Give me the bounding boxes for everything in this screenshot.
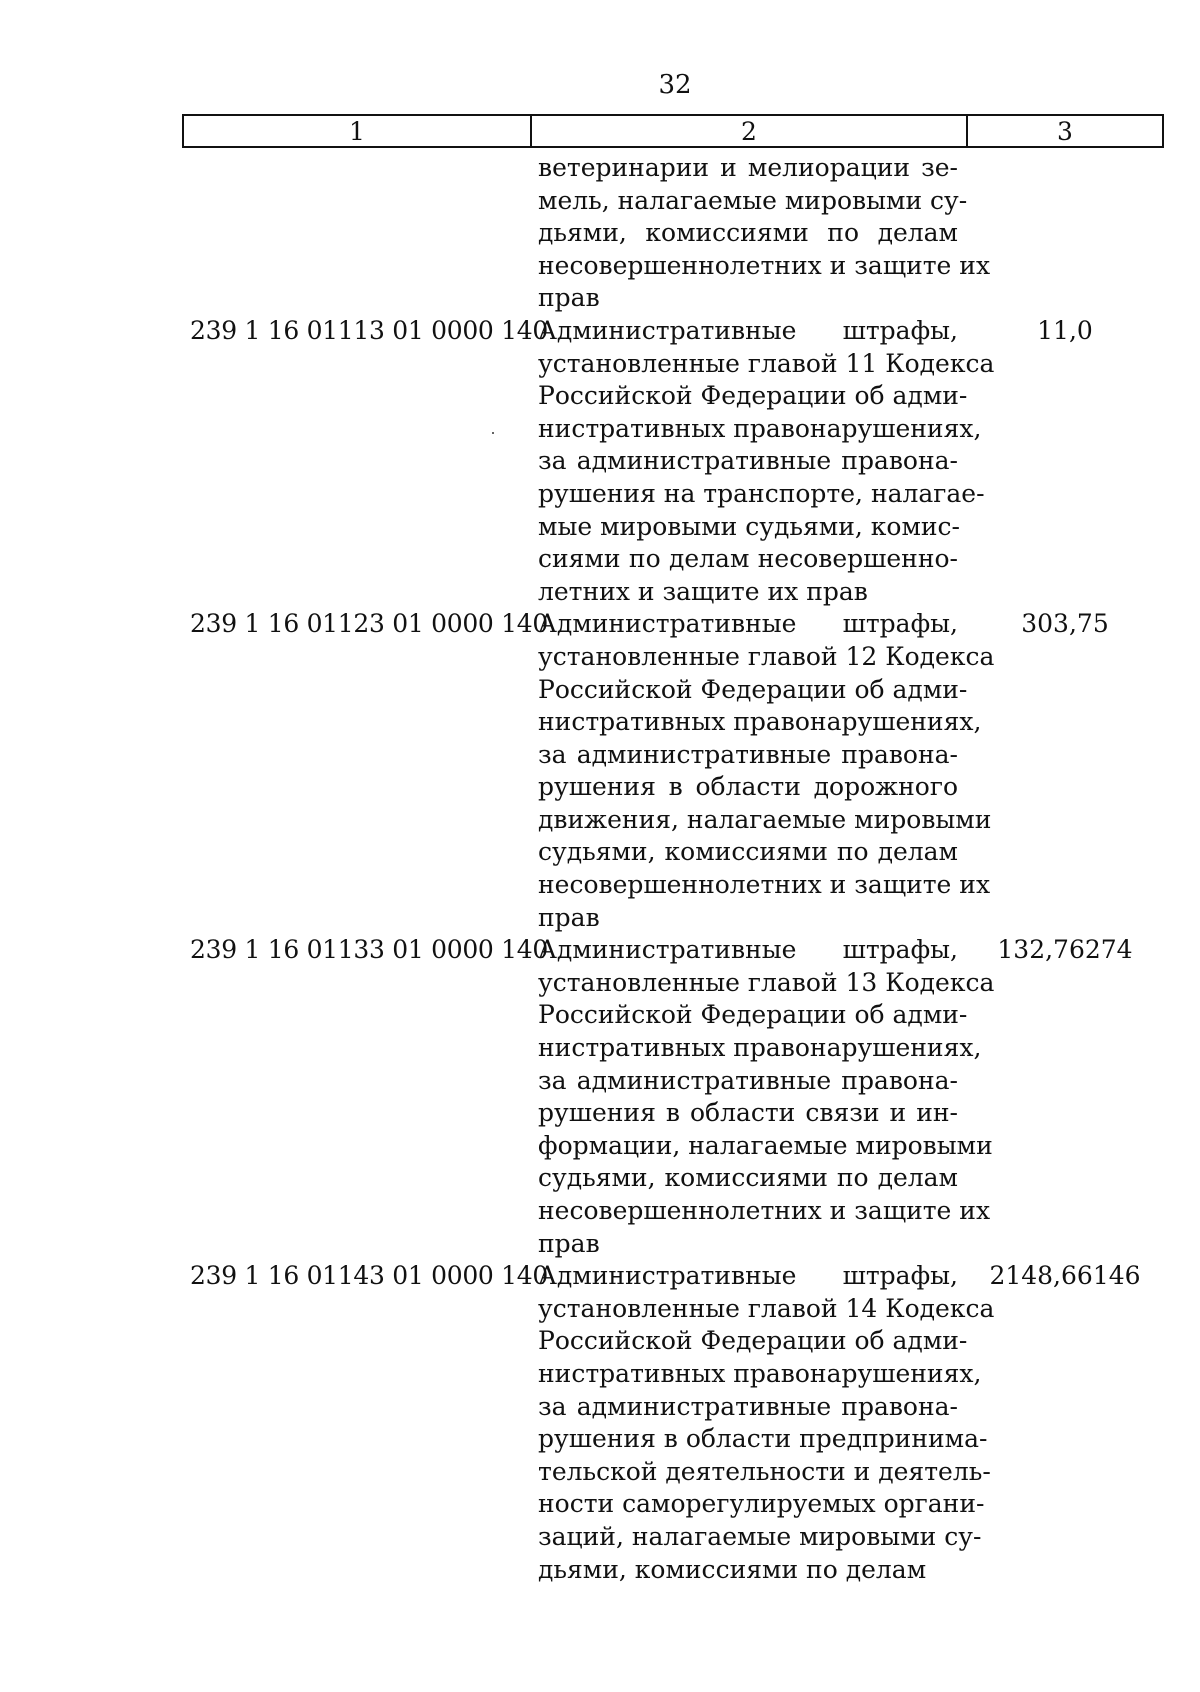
- revenue-description: [530, 315, 995, 608]
- page-number: 32: [658, 70, 692, 100]
- description-line: Российской Федерации об адми-: [538, 381, 968, 411]
- description-line: за административные правона-: [538, 1391, 958, 1421]
- description-line: установленные главой 13 Кодекса: [538, 967, 995, 997]
- description-line: нистративных правонарушениях,: [538, 413, 982, 443]
- description-line: Административные штрафы,: [538, 935, 958, 965]
- description-line: Российской Федерации об адми-: [538, 674, 968, 704]
- description-line: судьями, комиссиями по делам: [538, 837, 958, 867]
- description-line: несовершеннолетних и защите их: [538, 250, 991, 280]
- description-line: Административные штрафы,: [538, 315, 958, 345]
- table-header: [182, 114, 1164, 148]
- description-line: Административные штрафы,: [538, 609, 958, 639]
- description-line: прав: [538, 283, 600, 313]
- budget-code: 239 1 16 01143 01 0000 140: [190, 1261, 548, 1291]
- amount-value: 11,0: [1037, 315, 1093, 345]
- description-line: летних и защите их прав: [538, 576, 868, 606]
- revenue-description: [530, 608, 995, 934]
- budget-code: 239 1 16 01133 01 0000 140: [190, 935, 548, 965]
- description-line: нистративных правонарушениях,: [538, 1358, 982, 1388]
- description-line: заций, налагаемые мировыми су-: [538, 1521, 982, 1551]
- description-line: рушения на транспорте, налагае-: [538, 478, 985, 508]
- description-line: формации, налагаемые мировыми: [538, 1130, 993, 1160]
- revenue-description: [530, 152, 991, 315]
- description-line: нистративных правонарушениях,: [538, 707, 982, 737]
- description-line: Административные штрафы,: [538, 1261, 958, 1291]
- revenue-description: [530, 1260, 995, 1586]
- description-line: установленные главой 14 Кодекса: [538, 1293, 995, 1323]
- budget-code: 239 1 16 01113 01 0000 140: [190, 315, 548, 345]
- scan-speck: [492, 432, 494, 434]
- description-line: установленные главой 11 Кодекса: [538, 348, 995, 378]
- description-line: дьями, комиссиями по делам: [538, 218, 958, 248]
- description-line: рушения в области связи и ин-: [538, 1098, 958, 1128]
- table-row: [182, 608, 1164, 934]
- description-line: несовершеннолетних и защите их: [538, 870, 991, 900]
- description-line: за административные правона-: [538, 446, 958, 476]
- description-line: судьями, комиссиями по делам: [538, 1163, 958, 1193]
- description-line: нистративных правонарушениях,: [538, 1033, 982, 1063]
- amount-value: 303,75: [1021, 609, 1109, 639]
- description-line: несовершеннолетних и защите их: [538, 1196, 991, 1225]
- amount-value: 2148,66146: [989, 1261, 1141, 1291]
- description-line: установленные главой 12 Кодекса: [538, 641, 995, 671]
- description-line: ности саморегулируемых органи-: [538, 1489, 985, 1519]
- description-line: дьями, комиссиями по делам: [538, 1554, 927, 1584]
- description-line: рушения в области дорожного: [538, 772, 958, 802]
- amount-value: 132,76274: [997, 935, 1133, 965]
- description-line: Российской Федерации об адми-: [538, 1000, 968, 1030]
- description-line: прав: [538, 902, 600, 932]
- header-col-1: 1: [184, 116, 532, 146]
- revenue-description: [530, 934, 995, 1260]
- description-line: ветеринарии и мелиорации зе-: [538, 153, 958, 182]
- description-line: Российской Федерации об адми-: [538, 1326, 968, 1356]
- description-line: мель, налагаемые мировыми су-: [538, 185, 968, 215]
- table-row: [182, 934, 1164, 1260]
- description-line: за административные правона-: [538, 1065, 958, 1095]
- budget-code: 239 1 16 01123 01 0000 140: [190, 609, 548, 639]
- description-line: прав: [538, 1228, 600, 1258]
- header-col-3: 3: [1057, 116, 1073, 146]
- table-row: [182, 315, 1164, 608]
- table-body: [182, 152, 1164, 1586]
- description-line: движения, налагаемые мировыми: [538, 804, 992, 834]
- table-row: [182, 152, 1164, 315]
- description-line: сиями по делам несовершенно-: [538, 544, 958, 574]
- description-line: рушения в области предпринима-: [538, 1424, 988, 1454]
- description-line: мые мировыми судьями, комис-: [538, 511, 960, 541]
- description-line: за административные правона-: [538, 739, 958, 769]
- table-row: [182, 1260, 1164, 1586]
- description-line: тельской деятельности и деятель-: [538, 1456, 991, 1486]
- header-col-2: 2: [532, 116, 968, 146]
